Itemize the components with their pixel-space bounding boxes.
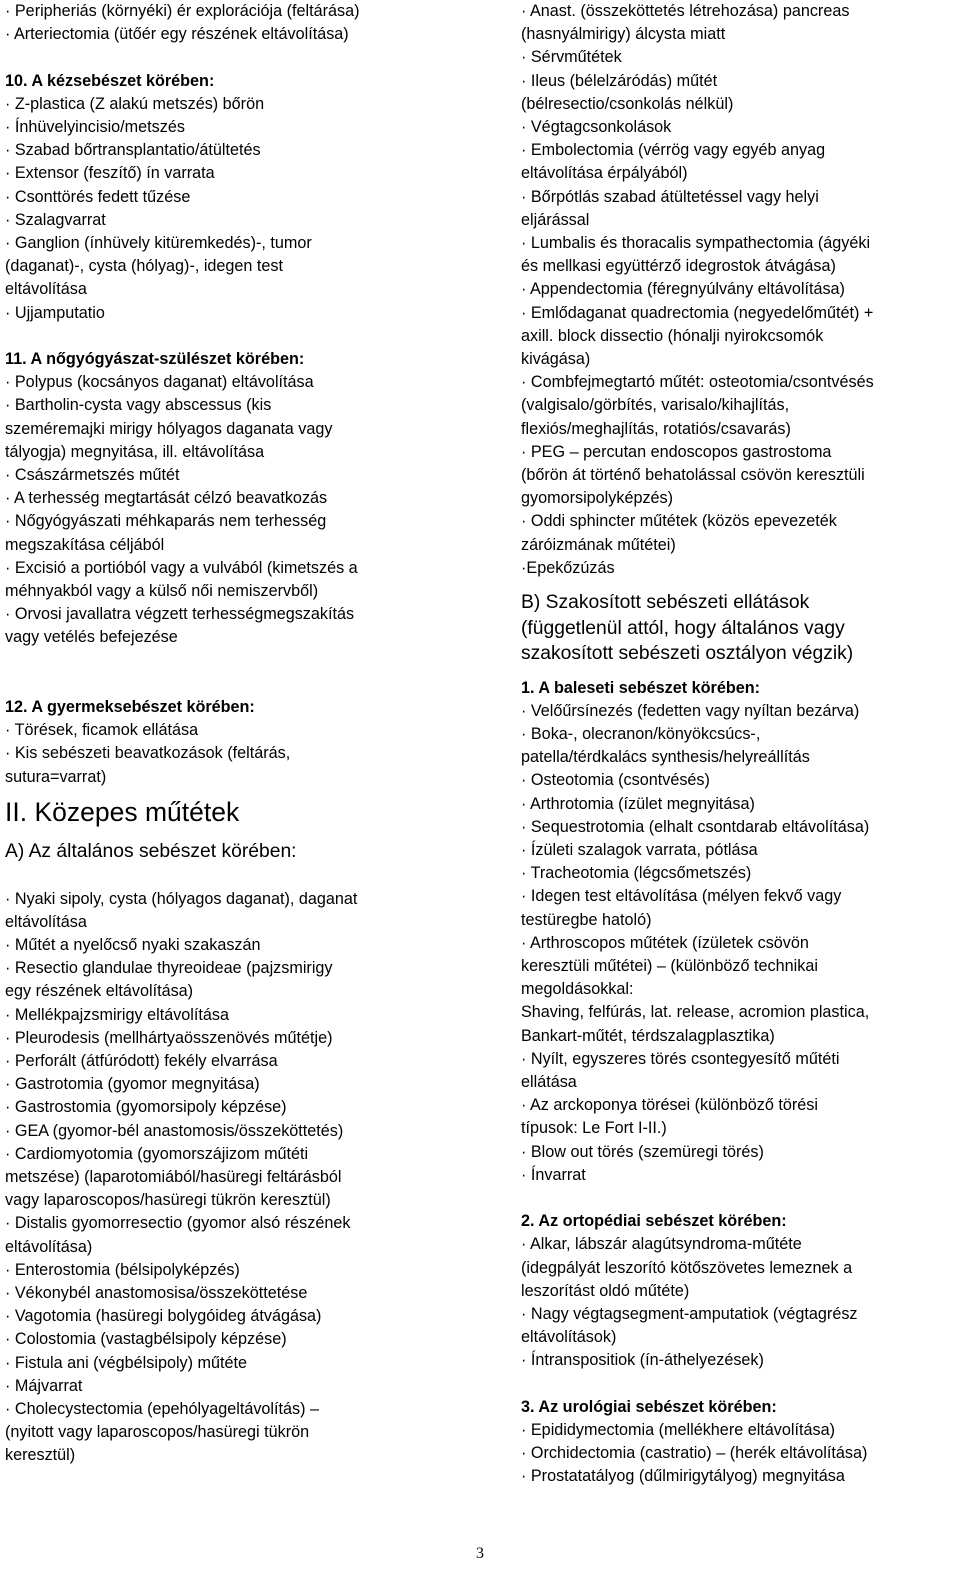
text-line: · Ízületi szalagok varrata, pótlása (521, 841, 758, 859)
text-line: · Resectio glandulae thyreoideae (pajzsmirigy (5, 959, 333, 978)
text-line: és mellkasi együttérző idegrostok átvágása) (521, 257, 836, 276)
text-line: testüregbe hatoló) (521, 910, 652, 929)
text-line: keresztüli műtétei) – (különböző technikai (521, 957, 818, 976)
text-line: (bőrön át történő behatolással csövön keresztüli (521, 466, 865, 485)
subsection-title: B) Szakosított sebészeti ellátások (521, 592, 810, 614)
text-line: · Alkar, lábszár alagútsyndroma-műtéte (521, 1235, 802, 1254)
text-line: · Tracheotomia (légcsőmetszés) (521, 864, 752, 883)
text-line: · Az arckoponya törései (különböző törési (521, 1096, 818, 1115)
text-line: · Csonttörés fedett tűzése (5, 187, 191, 206)
text-line: · Z-plastica (Z alakú metszés) bőrön (5, 94, 265, 113)
text-line: · Ínhüvelyincisio/metszés (5, 118, 185, 136)
text-line: · Ínvarrat (521, 1165, 586, 1184)
spacer (521, 580, 957, 590)
text-line: szeméremajki mirigy hólyagos daganata vagy (5, 419, 333, 438)
text-line: keresztül) (5, 1446, 76, 1465)
text-line: · Epididymectomia (mellékhere eltávolítása) (521, 1421, 835, 1440)
text-line: megszakítása céljából (5, 535, 165, 554)
subsection-title: szakosított sebészeti osztályon végzik) (521, 643, 854, 665)
text-line: · Prostatatályog (dűlmirigytályog) megnyitása (521, 1467, 845, 1486)
text-line: · Orchidectomia (castratio) – (herék eltávolítása) (521, 1444, 868, 1463)
text-line: · Polypus (kocsányos daganat) eltávolítása (5, 373, 314, 392)
text-line: · Bőrpótlás szabad átültetéssel vagy helyi (521, 187, 819, 206)
text-line: · Excisió a portióból vagy a vulvából (kimetszés a (5, 558, 358, 577)
text-line: Bankart-műtét, térdszalagplasztika) (521, 1026, 775, 1045)
left-column (5, 0, 470, 1468)
text-line: flexiós/meghajlítás, rotatiós/csavarás) (521, 419, 791, 438)
text-line: · Végtagcsonkolások (521, 118, 672, 137)
text-line: · Blow out törés (szemüregi törés) (521, 1142, 764, 1161)
text-line: · Vékonybél anastomosisa/összeköttetése (5, 1283, 308, 1302)
text-line: · Pleurodesis (mellhártyaösszenövés műtétje) (5, 1028, 333, 1047)
text-line: egy részének eltávolítása) (5, 982, 194, 1001)
text-line: vagy vetélés befejezése (5, 628, 178, 647)
text-line: · Oddi sphincter műtétek (közös epevezeték (521, 512, 837, 531)
chapter-title: II. Közepes műtétek (5, 796, 240, 827)
text-line: · Arthrotomia (ízület megnyitása) (521, 794, 755, 813)
text-line: · Velőűrsínezés (fedetten vagy nyíltan bezárva) (521, 701, 860, 720)
spacer (521, 1187, 957, 1210)
text-line: sutura=varrat) (5, 767, 107, 786)
text-line: · Fistula ani (végbélsipoly) műtéte (5, 1353, 248, 1372)
text-line: gyomorsipolyképzés) (521, 489, 674, 508)
spacer (5, 673, 470, 696)
text-line: · Gastrostomia (gyomorsipoly képzése) (5, 1098, 287, 1117)
text-line: · Osteotomia (csontvésés) (521, 771, 710, 790)
text-line: · Ujjamputatio (5, 303, 105, 322)
text-line: · Emlődaganat quadrectomia (negyedelőműtét) + (521, 303, 874, 322)
text-line: (nyitott vagy laparoscopos/hasüregi tükrön (5, 1423, 310, 1442)
text-line: (idegpályát leszorító kötőszövetes lemeznek a (521, 1258, 853, 1277)
spacer (5, 650, 470, 673)
text-line: · Mellékpajzsmirigy eltávolítása (5, 1005, 230, 1024)
text-line: · Distalis gyomorresectio (gyomor alsó részének (5, 1214, 351, 1233)
text-line: patella/térdkalács synthesis/helyreállítás (521, 748, 810, 767)
text-line: · Májvarrat (5, 1376, 83, 1395)
text-line: (bélresectio/csonkolás nélkül) (521, 94, 734, 113)
section-heading: 3. Az urológiai sebészet körében: (521, 1397, 777, 1416)
section-heading: 12. A gyermeksebészet körében: (5, 698, 255, 717)
text-line: eltávolítása (5, 912, 87, 931)
text-line: (valgisalo/görbítés, varisalo/kihajlítás, (521, 396, 790, 415)
text-line: · Szabad bőrtransplantatio/átültetés (5, 141, 261, 160)
text-line: · Törések, ficamok ellátása (5, 721, 199, 740)
text-line: · Nőgyógyászati méhkaparás nem terhesség (5, 512, 327, 531)
text-line: · Arteriectomia (ütőér egy részének eltávolítása) (5, 25, 349, 44)
spacer (521, 1373, 957, 1396)
text-line: · Nyílt, egyszeres törés csontegyesítő műtéti (521, 1049, 840, 1068)
text-line: · Nagy végtagsegment-amputatiok (végtagrész (521, 1305, 858, 1324)
text-line: · Vagotomia (hasüregi bolygóideg átvágása) (5, 1307, 322, 1326)
text-line: eltávolítása érpályából) (521, 164, 688, 183)
text-line: · Nyaki sipoly, cysta (hólyagos daganat), daganat (5, 889, 358, 908)
spacer (521, 667, 957, 677)
text-line: · Anast. (összeköttetés létrehozása) pancreas (521, 2, 850, 20)
text-line: · Perforált (átfúródott) fekély elvarrása (5, 1051, 278, 1070)
text-line: axill. block dissectio (hónalji nyirokcsomók (521, 326, 824, 345)
text-line: Shaving, felfúrás, lat. release, acromion plastica, (521, 1003, 870, 1022)
spacer (5, 46, 470, 69)
text-line: · Appendectomia (féregnyúlvány eltávolítása) (521, 280, 845, 299)
section-heading: 11. A nőgyógyászat-szülészet körében: (5, 350, 305, 369)
text-line: · Kis sebészeti beavatkozások (feltárás, (5, 744, 291, 763)
text-line: eltávolítása) (5, 1237, 93, 1256)
text-line: · Íntranspositiok (ín-áthelyezések) (521, 1351, 764, 1370)
text-line: · Császármetszés műtét (5, 466, 180, 485)
text-line: leszorítást oldó műtéte) (521, 1281, 690, 1300)
text-line: tályogja) megnyitása, ill. eltávolítása (5, 442, 265, 461)
text-line: ellátása (521, 1073, 577, 1092)
text-line: · Colostomia (vastagbélsipoly képzése) (5, 1330, 287, 1349)
text-line: típusok: Le Fort I-II.) (521, 1119, 667, 1138)
text-line: záróizmának műtétei) (521, 535, 676, 554)
text-line: ·Epekőzúzás (521, 558, 615, 577)
text-line: · Ganglion (ínhüvely kitüremkedés)-, tumor (5, 234, 312, 253)
text-line: · Peripheriás (környéki) ér explorációja (feltárása) (5, 2, 360, 20)
text-line: · Combfejmegtartó műtét: osteotomia/csontvésés (521, 373, 874, 392)
text-line: kivágása) (521, 350, 591, 369)
text-line: · Cardiomyotomia (gyomorszájizom műtéti (5, 1144, 309, 1163)
text-line: · Cholecystectomia (epehólyageltávolítás) – (5, 1400, 320, 1418)
subsection-title: (függetlenül attól, hogy általános vagy (521, 617, 845, 639)
text-line: (daganat)-, cysta (hólyag)-, idegen test (5, 257, 284, 276)
spacer (5, 325, 470, 348)
section-heading: 10. A kézsebészet körében: (5, 71, 215, 90)
text-line: (hasnyálmirigy) álcysta miatt (521, 25, 726, 44)
text-line: · Boka-, olecranon/könyökcsúcs-, (521, 724, 761, 743)
text-line: · Enterostomia (bélsipolyképzés) (5, 1260, 240, 1279)
text-line: · Orvosi javallatra végzett terhességmegszakítás (5, 605, 355, 624)
right-column (521, 0, 957, 1489)
text-line: · Gastrotomia (gyomor megnyitása) (5, 1075, 260, 1094)
text-line: · Arthroscopos műtétek (ízületek csövön (521, 933, 809, 952)
text-line: · Extensor (feszítő) ín varrata (5, 164, 215, 183)
text-line: · A terhesség megtartását célzó beavatkozás (5, 489, 328, 508)
text-line: · Idegen test eltávolítása (mélyen fekvő vagy (521, 887, 842, 906)
text-line: eljárással (521, 210, 590, 229)
text-line: · Műtét a nyelőcső nyaki szakaszán (5, 935, 261, 954)
text-line: · Lumbalis és thoracalis sympathectomia (ágyéki (521, 234, 871, 253)
text-line: méhnyakból vagy a külső női nemiszervből) (5, 582, 319, 601)
text-line: · Sequestrotomia (elhalt csontdarab eltávolítása) (521, 817, 870, 836)
text-line: · Ileus (bélelzáródás) műtét (521, 71, 718, 90)
page-number: 3 (476, 1545, 484, 1562)
text-line: · Bartholin-cysta vagy abscessus (kis (5, 396, 272, 415)
text-line: eltávolítások) (521, 1328, 617, 1347)
spacer (5, 864, 470, 887)
section-heading: 1. A baleseti sebészet körében: (521, 678, 761, 697)
text-line: · PEG – percutan endoscopos gastrostoma (521, 442, 832, 461)
spacer (5, 829, 470, 839)
text-line: metszése) (laparotomiából/hasüregi feltárásból (5, 1167, 342, 1186)
text-line: · Embolectomia (vérrög vagy egyéb anyag (521, 141, 826, 160)
subsection-title: A) Az általános sebészet körében: (5, 840, 297, 862)
text-line: vagy laparoscopos/hasüregi tükrön keresztül) (5, 1191, 331, 1210)
text-line: · Sérvműtétek (521, 48, 622, 67)
text-line: · Szalagvarrat (5, 210, 106, 229)
section-heading: 2. Az ortopédiai sebészet körében: (521, 1212, 787, 1231)
text-line: megoldásokkal: (521, 980, 634, 999)
text-line: · GEA (gyomor-bél anastomosis/összeköttetés) (5, 1121, 344, 1140)
text-line: eltávolítása (5, 280, 87, 299)
